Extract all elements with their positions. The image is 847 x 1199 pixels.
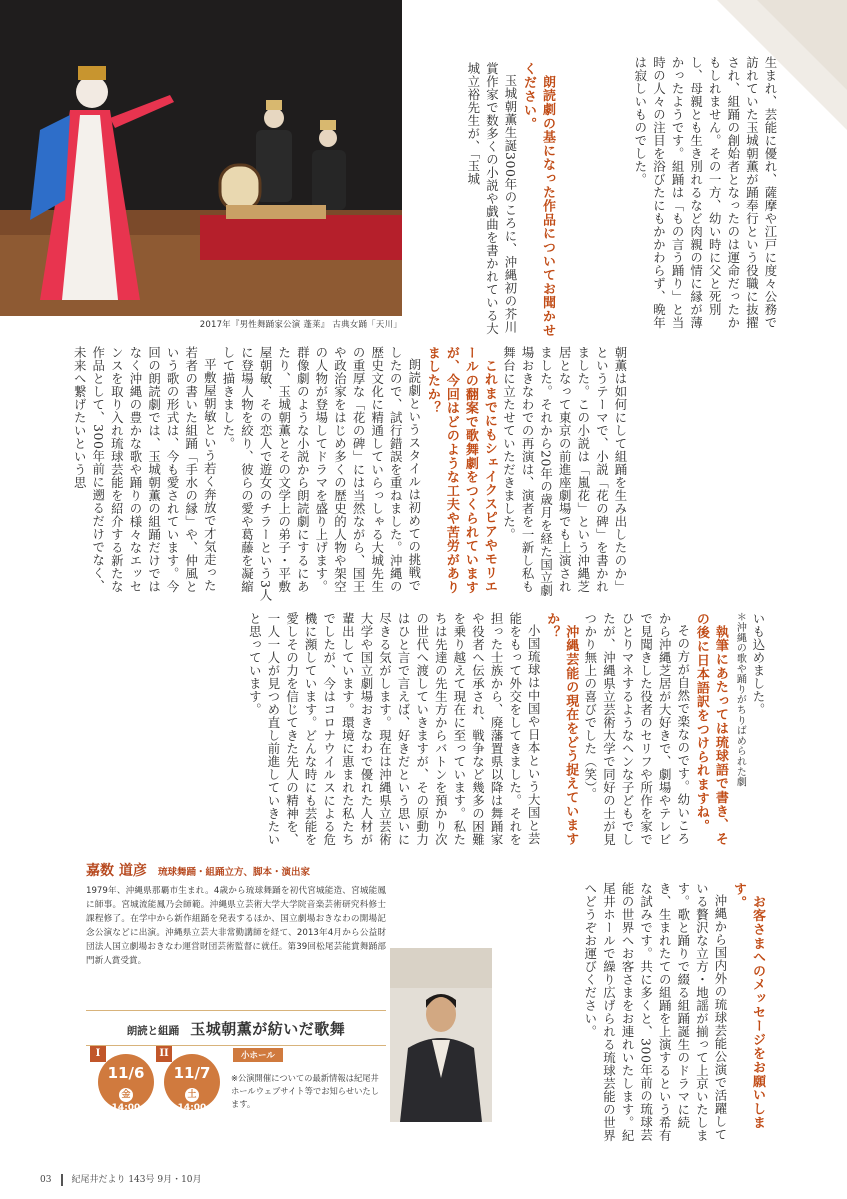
performance-number: II	[156, 1046, 172, 1062]
page-number: 03	[40, 1175, 52, 1185]
article-paragraph: 朗読劇というスタイルは初めての挑戦でしたので、試行錯誤を重ねました。沖縄の歴史文化に精通していらっしゃる大城先生の重厚な「花の碑」には当然ながら、国王や政治家をはじめ多くの歴史的人物や架空の人物が登場してドラマを盛り上げます。群像劇のような小説から朗読劇にするにあたり、玉城朝薫とその文学上の弟子・平敷屋朝敏、その恋人で遊女のチラーという3人に登場人物を絞り、彼らの愛や葛藤を凝縮して描きました。	[220, 346, 422, 602]
interview-question: 朗読劇の基になった作品についてお聞かせください。	[521, 62, 555, 338]
photo-caption: 2017年『男性舞踊家公演 蓬莱』 古典女踊「天川」	[199, 320, 402, 330]
venue-tag: 小ホール	[233, 1048, 283, 1062]
article-column-2	[432, 62, 557, 342]
start-time: 14:00	[177, 1103, 207, 1113]
article-column-1	[561, 56, 779, 336]
footnote: ＊沖縄の歌や踊りがちりばめられた劇	[734, 612, 746, 788]
interview-question: これまでにもシェイクスピアやモリエールの翻案で歌舞劇をつくられていますが、今回はどのような工夫や苦労がありましたか？	[424, 346, 497, 595]
event-note: ※公演開催についての最新情報は紀尾井ホールウェブサイト等でお知らせいたします。	[231, 1073, 380, 1109]
article-paragraph: 平敷屋朝敏という若く奔放で才気走った若者の書いた組踊「手水の縁」や、仲風という歌の形式は、今も愛されています。今回の朗読劇では、玉城朝薫の組踊だけではなく沖縄の豊かな歌や踊りの様々なエッセンスを取り入れ琉球芸能を紹介する新たな作品として、300年前に遡るだけでなく、未来へ繋げたいという思	[72, 346, 218, 593]
stage-photo	[0, 0, 402, 316]
divider	[61, 1174, 63, 1186]
publication-name: 紀尾井だより 143号 9月・10月	[71, 1175, 202, 1185]
profile-text: 1979年、沖縄県那覇市生まれ。4歳から琉球舞踊を初代宮城能造、宮城能鳳に師事。宮城流能鳳乃会師範。沖縄県立芸術大学大学院音楽芸術研究科修士課程修了。在学中から新作組踊を発表するほか、国立劇場おきなわの開場記念公演などに出演。沖縄県立芸大非常勤講師を経て、2013年4月から公益財団法人国立劇場おきなわ運営財団芸術監督に就任。第39回松尾芸能賞舞踊部門新人賞受賞。	[86, 886, 386, 966]
article-column-3	[61, 346, 629, 604]
event-title	[86, 1010, 386, 1046]
article-paragraph: 沖縄から国内外の琉球芸能公演で活躍している贅沢な立方・地謡が揃って上京いたします。歌と踊りで綴る組踊誕生のドラマに続き、生まれたての組踊を上演するという希有な試みです。共に多くと、300年前の琉球芸能の世界へお客さまをお連れいたします。紀尾井ホールで繰り広げられる琉球芸能の世界へどうぞお運びください。	[582, 882, 728, 1142]
event-series: 朗読と組踊	[126, 1025, 180, 1037]
event-name: 玉城朝薫が紡いだ歌舞	[190, 1020, 346, 1038]
profile-name: 嘉数 道彦	[86, 863, 147, 879]
interview-question: 沖縄芸能の現在をどう捉えていますか？	[544, 612, 579, 846]
page-footer	[40, 1172, 202, 1186]
article-paragraph: 朝薫は如何にして組踊を生み出したのか」というテーマで、小説「花の碑」を書かれました。この小説は「嵐花」という沖縄芝居となって東京の前進座劇場でも上演されました。それから20年の歳月を経た国立劇場おきなわでの再演は、演者を一新し私も舞台に立たせていただきました。	[501, 346, 628, 597]
day-of-week: 金	[119, 1088, 133, 1102]
interview-question: お客さまへのメッセージをお願いします。	[731, 882, 765, 1130]
date-value: 11/7	[173, 1064, 211, 1082]
article-paragraph: 生まれ、芸能に優れ、薩摩や江戸に度々公務で訪れていた玉城朝薫が踊奉行という役職に抜擢され、組踊の創始者となったのは運命だったかもしれません。その一方、幼い時に父と死別し、母親とも生き別れるなど肉親の情に縁が薄かったようです。組踊は「もの言う踊り」と当時の人々の注目を浴びたにもかかわらず、晩年は寂しいものでした。	[632, 56, 778, 329]
article-paragraph: 玉城朝薫生誕300年のころに、沖縄初の芥川賞作家で数多くの小説や戯曲を書かれている大城立裕先生が、「玉城	[465, 62, 518, 335]
day-of-week: 土	[185, 1088, 199, 1102]
date-value: 11/6	[107, 1064, 145, 1082]
performance-number: I	[90, 1046, 106, 1062]
portrait-photo	[390, 948, 492, 1122]
article-column-4	[47, 612, 767, 848]
article-paragraph: その方が自然で楽なのです。幼いころから沖縄芝居が大好きで、劇場やテレビで見聞きした役者のセリフや所作を家でひとりマネするようなヘンな子どもでしたが、沖縄県立芸術大学で同好の士が見つかり無上の喜びでした（笑）。	[582, 612, 691, 846]
article-paragraph: いも込めました。	[751, 612, 766, 716]
interview-question: 執筆にあたっては琉球語で書き、その後に日本語訳をつけられますね。	[693, 612, 728, 846]
article-column-5	[512, 882, 767, 1144]
profile-role: 琉球舞踊・組踊立方、脚本・演出家	[157, 867, 310, 878]
article-paragraph: 小国琉球は中国や日本という大国と芸能をもって外交をしてきました。それを担った士族から、廃藩置県以降は舞踊家や役者へ伝承され、戦争など幾多の困難を乗り越えて現在に至っています。私たちは先達の先生方からバトンを預かり次の世代へ渡していきますが、その原動力はひと言で言えば、好きだという思いに尽きる気がします。現在は沖縄県立芸術大学や国立劇場おきなわで優れた人材が輩出しています。環境に恵まれた私たちでしたが、今はコロナウイルスによる危機に瀕しています。どんな時にも芸能を愛しその力を信じてきた先人の精神を、一人一人が見つめ直し前進していきたいと思っています。	[247, 612, 542, 846]
profile-bio	[86, 860, 386, 968]
start-time: 14:00	[111, 1103, 141, 1113]
date-badge	[164, 1054, 220, 1113]
date-badge	[98, 1054, 154, 1113]
